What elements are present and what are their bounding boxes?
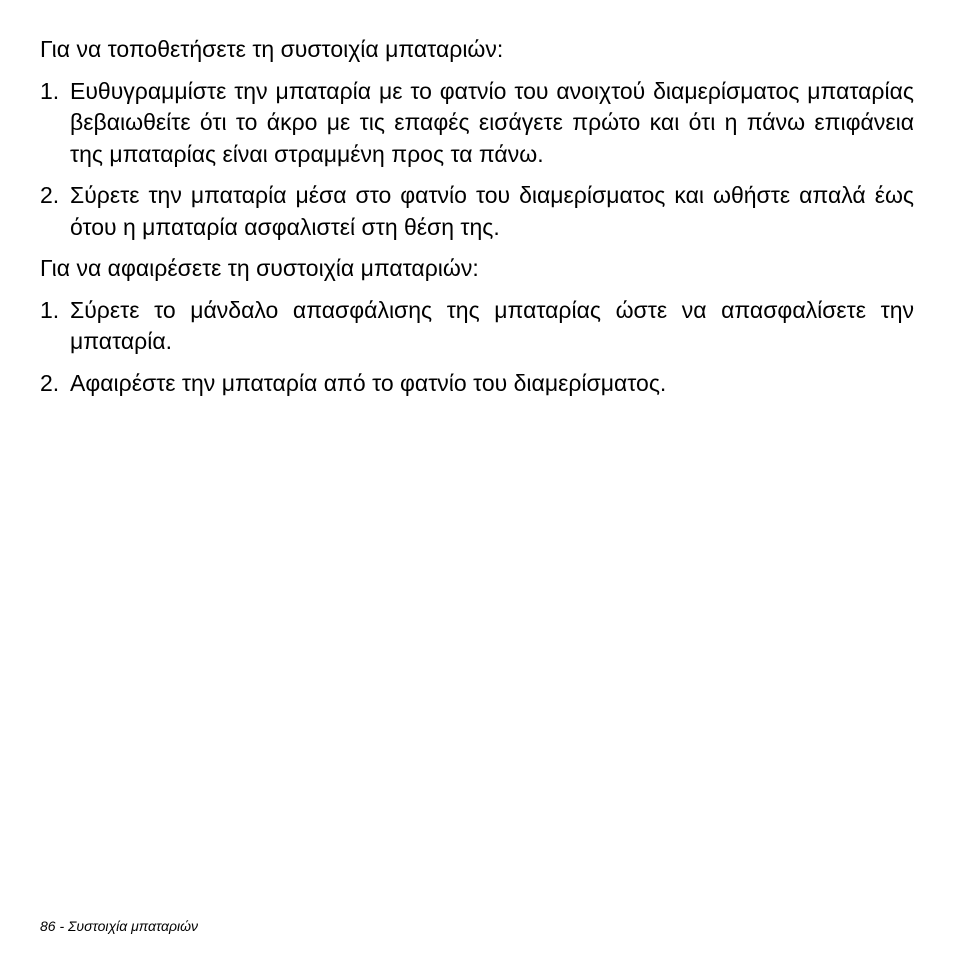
- remove-step-1: [40, 295, 914, 358]
- install-step-2: [40, 180, 914, 243]
- remove-step-2-text: Αφαιρέστε την μπαταρία από το φατνίο του διαμερίσματος.: [70, 369, 667, 396]
- install-step-2-text: Σύρετε την μπαταρία μέσα στο φατνίο του διαμερίσματος και ωθήστε απαλά έως ότου η μπαταρία ασφαλιστεί στη θέση της.: [70, 182, 914, 240]
- install-step-1-number: 1.: [40, 77, 60, 104]
- page-footer: 86 - Συστοιχία μπαταριών: [40, 918, 198, 934]
- install-heading: Για να τοποθετήσετε τη συστοιχία μπαταριών:: [40, 36, 504, 62]
- remove-step-1-number: 1.: [40, 296, 60, 323]
- remove-step-2-number: 2.: [40, 369, 60, 396]
- remove-step-1-text: Σύρετε το μάνδαλο απασφάλισης της μπαταρίας ώστε να απασφαλίσετε την μπαταρία.: [70, 296, 914, 354]
- remove-steps-list: [40, 295, 914, 400]
- install-step-1-text: Ευθυγραμμίστε την μπαταρία με το φατνίο του ανοιχτού διαμερίσματος μπαταρίας βεβαιωθείτε ότι το άκρο με τις επαφές εισάγετε πρώτο και ότι η πάνω επιφάνεια της μπαταρίας είναι στραμμένη προς τα πάνω.: [70, 77, 914, 167]
- document-body: [40, 34, 914, 409]
- remove-heading: Για να αφαιρέσετε τη συστοιχία μπαταριών:: [40, 255, 479, 281]
- install-step-2-number: 2.: [40, 182, 60, 208]
- install-steps-list: [40, 76, 914, 244]
- remove-step-2: [40, 368, 914, 400]
- install-step-1: [40, 76, 914, 171]
